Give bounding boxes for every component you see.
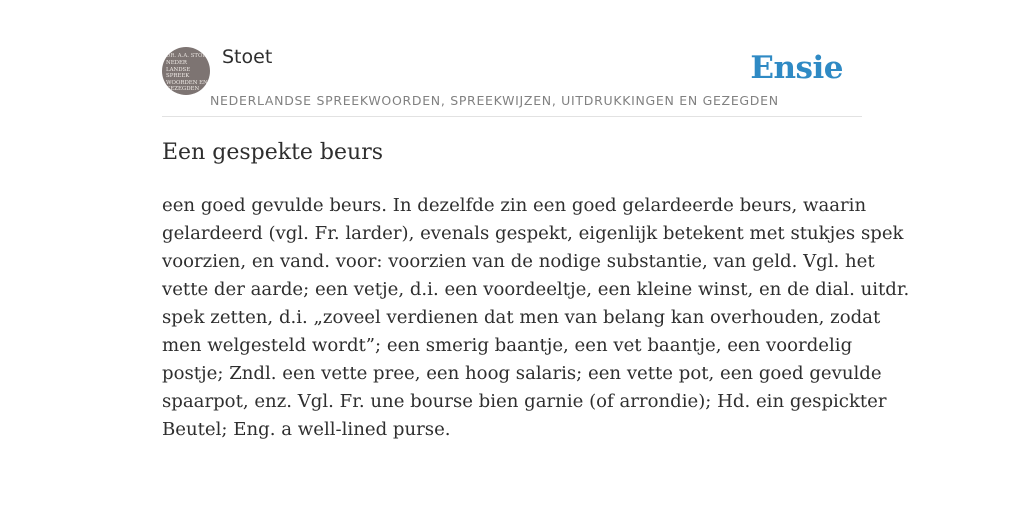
avatar-line: NEDER: [166, 60, 187, 67]
source-subtitle: NEDERLANDSE SPREEKWOORDEN, SPREEKWIJZEN, UITDRUKKINGEN EN GEZEGDEN: [210, 93, 779, 108]
body-line: Beutel; Eng. a well-lined purse.: [162, 419, 451, 440]
avatar-line: LANDSE: [166, 66, 191, 73]
brand-logo[interactable]: Ensie: [750, 50, 843, 86]
body-line: men welgesteld wordt”; een smerig baantje, een vet baantje, een voordelig: [162, 335, 853, 356]
source-avatar[interactable]: [162, 47, 210, 95]
header: [162, 0, 862, 117]
body-line: voorzien, en vand. voor: voorzien van de nodige substantie, van geld. Vgl. het: [162, 251, 875, 272]
body-line: een goed gevulde beurs. In dezelfde zin een goed gelardeerde beurs, waarin: [162, 195, 867, 216]
body-line: vette der aarde; een vetje, d.i. een voordeeltje, een kleine winst, en de dial. uitdr.: [162, 279, 910, 300]
avatar-line: SPREEK: [166, 73, 190, 80]
avatar-line: WOORDEN EN: [166, 79, 208, 86]
body-line: gelardeerd (vgl. Fr. larder), evenals gespekt, eigenlijk betekent met stukjes spek: [162, 223, 904, 244]
page: [162, 0, 910, 440]
body-line: spaarpot, enz. Vgl. Fr. une bourse bien garnie (of arrondie); Hd. ein gespickter: [162, 391, 887, 412]
source-name[interactable]: Stoet: [222, 46, 273, 68]
avatar-line: GEZEGDEN: [166, 86, 200, 93]
body-line: postje; Zndl. een vette pree, een hoog salaris; een vette pot, een goed gevulde: [162, 363, 882, 384]
entry-title: Een gespekte beurs: [162, 140, 383, 165]
entry-body: [162, 192, 910, 444]
body-line: spek zetten, d.i. „zoveel verdienen dat men van belang kan overhouden, zodat: [162, 307, 881, 328]
avatar-top-text: DR. A.A. STOET: [166, 53, 210, 59]
